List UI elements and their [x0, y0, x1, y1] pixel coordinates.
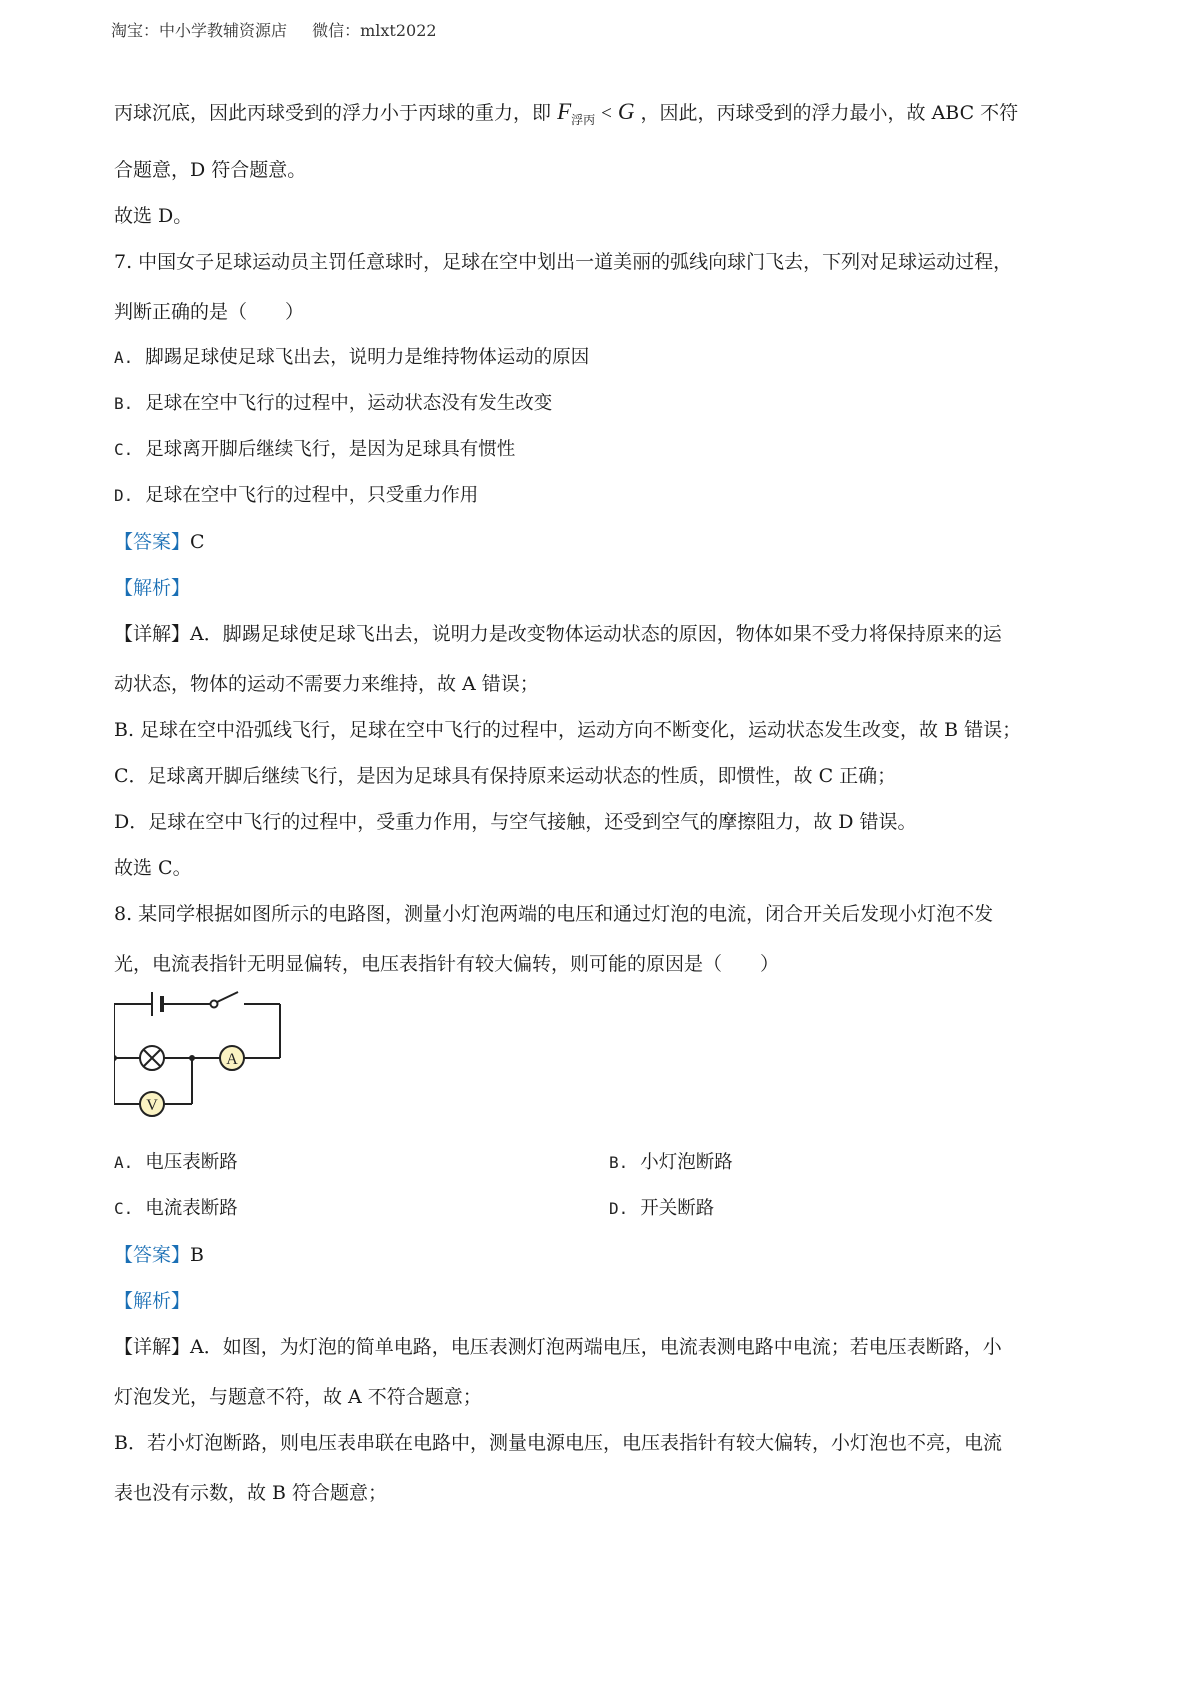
document-body — [114, 98, 1104, 1525]
detail-tag: 【详解】 — [114, 1336, 191, 1358]
q7-detail-1b: 动状态，物体的运动不需要力来维持，故 A 错误； — [114, 673, 539, 695]
option-text: 小灯泡断路 — [640, 1152, 733, 1173]
q8-option-b — [609, 1149, 1104, 1177]
q7-stem-1: 7. 中国女子足球运动员主罚任意球时，足球在空中划出一道美丽的弧线向球门飞去，下列对足球运动过程， — [114, 251, 1013, 273]
answer-value: C — [190, 531, 205, 553]
q8-detail-1b: 灯泡发光，与题意不符，故 A 不符合题意； — [114, 1386, 482, 1408]
formula-lt: < — [601, 103, 612, 124]
answer-tag: 【答案】 — [114, 1244, 191, 1266]
q7-detail-1a — [114, 620, 1104, 648]
option-key: D. — [114, 486, 134, 505]
q7-answer — [114, 528, 1104, 556]
buoyancy-formula — [557, 99, 635, 127]
switch-blade — [217, 992, 238, 1002]
option-text: 足球离开脚后继续飞行，是因为足球具有惯性 — [145, 439, 516, 460]
option-text: 脚踢足球使足球飞出去，说明力是维持物体运动的原因 — [145, 347, 590, 368]
option-key: A. — [114, 1153, 134, 1172]
q8-detail-1a — [114, 1333, 1104, 1361]
q7-detail-2: B. 足球在空中沿弧线飞行，足球在空中飞行的过程中，运动方向不断变化，运动状态发生改变，故 B 错误； — [114, 719, 1022, 741]
option-text: 足球在空中飞行的过程中，运动状态没有发生改变 — [145, 393, 553, 414]
q7-option-d — [114, 482, 1104, 510]
detail-text: A．如图，为灯泡的简单电路，电压表测灯泡两端电压，电流表测电路中电流；若电压表断路，小 — [190, 1336, 1002, 1358]
q7-detail-3: C．足球离开脚后继续飞行，是因为足球具有保持原来运动状态的性质，即惯性，故 C 正确； — [114, 765, 897, 787]
junction-mid — [189, 1055, 195, 1061]
option-key: A. — [114, 348, 134, 367]
option-key: C. — [114, 1199, 134, 1218]
option-text: 足球在空中飞行的过程中，只受重力作用 — [145, 485, 479, 506]
option-key: D. — [609, 1199, 629, 1218]
page-header — [111, 18, 437, 41]
option-key: C. — [114, 440, 134, 459]
q7-option-a — [114, 344, 1104, 372]
q8-detail-2b: 表也没有示数，故 B 符合题意； — [114, 1482, 388, 1504]
q6-choose: 故选 D。 — [114, 205, 193, 227]
q7-option-c — [114, 436, 1104, 464]
q8-option-a — [114, 1149, 609, 1177]
q7-option-b — [114, 390, 1104, 418]
q6-line-1 — [114, 98, 1104, 134]
q6-text-a: 丙球沉底，因此丙球受到的浮力小于丙球的重力，即 — [114, 102, 552, 124]
formula-G: G — [617, 99, 635, 124]
option-text: 电压表断路 — [145, 1152, 238, 1173]
option-key: B. — [609, 1153, 629, 1172]
option-text: 开关断路 — [640, 1198, 715, 1219]
option-key: B. — [114, 394, 134, 413]
circuit-diagram — [114, 982, 294, 1122]
q7-stem-2: 判断正确的是（ ） — [114, 301, 305, 323]
q7-analysis-tag: 【解析】 — [114, 577, 191, 599]
answer-tag: 【答案】 — [114, 531, 191, 553]
detail-text: A．脚踢足球使足球飞出去，说明力是改变物体运动状态的原因，物体如果不受力将保持原来的运 — [190, 623, 1002, 645]
q7-detail-4: D．足球在空中飞行的过程中，受重力作用，与空气接触，还受到空气的摩擦阻力，故 D 错误。 — [114, 811, 917, 833]
q8-detail-2a: B．若小灯泡断路，则电压表串联在电路中，测量电源电压，电压表指针有较大偏转，小灯泡也不亮，电流 — [114, 1432, 1002, 1454]
q7-choose: 故选 C。 — [114, 857, 192, 879]
q6-line-2: 合题意，D 符合题意。 — [114, 159, 307, 181]
detail-tag: 【详解】 — [114, 623, 191, 645]
switch-pivot — [211, 1001, 218, 1008]
q8-option-c — [114, 1195, 609, 1223]
answer-value: B — [190, 1244, 204, 1266]
voltmeter-label: V — [146, 1097, 158, 1114]
junction-left — [114, 1055, 117, 1061]
q8-answer — [114, 1241, 1104, 1269]
q8-options-row-1 — [114, 1149, 1104, 1177]
q6-text-b: ，因此，丙球受到的浮力最小，故 ABC 不符 — [640, 102, 1019, 124]
header-shop: 淘宝：中小学教辅资源店 — [111, 21, 288, 40]
option-text: 电流表断路 — [145, 1198, 238, 1219]
q8-options-row-2 — [114, 1195, 1104, 1223]
q8-option-d — [609, 1195, 1104, 1223]
q8-stem-2: 光，电流表指针无明显偏转，电压表指针有较大偏转，则可能的原因是（ ） — [114, 953, 780, 975]
q8-stem-1: 8. 某同学根据如图所示的电路图，测量小灯泡两端的电压和通过灯泡的电流，闭合开关后发现小灯泡不发 — [114, 903, 994, 925]
q8-analysis-tag: 【解析】 — [114, 1290, 191, 1312]
header-wechat: 微信：mlxt2022 — [312, 21, 437, 40]
ammeter-label: A — [226, 1051, 238, 1068]
formula-sub: 浮丙 — [571, 113, 596, 127]
formula-F: F — [557, 99, 572, 124]
